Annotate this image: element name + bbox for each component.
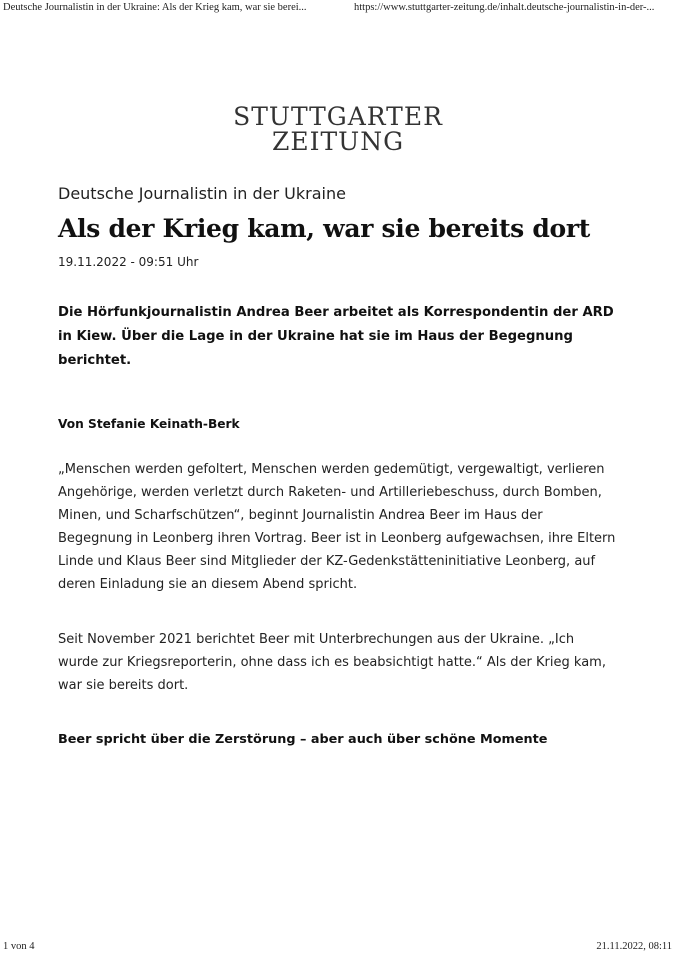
article-headline: Als der Krieg kam, war sie bereits dort (58, 214, 591, 243)
print-header (0, 2, 676, 18)
article-subheading: Beer spricht über die Zerstörung – aber auch über schöne Momente (58, 732, 548, 747)
print-header-title: Deutsche Journalistin in der Ukraine: Als der Krieg kam, war sie berei... (3, 2, 307, 13)
article (58, 183, 618, 750)
print-header-url: https://www.stuttgarter-zeitung.de/inhalt.deutsche-journalistin-in-der-... (354, 2, 655, 13)
article-date: 19.11.2022 - 09:51 Uhr (58, 255, 199, 269)
page-number: 1 von 4 (3, 941, 35, 952)
print-footer (0, 941, 676, 955)
print-timestamp: 21.11.2022, 08:11 (596, 941, 672, 952)
newspaper-logo (0, 104, 676, 154)
logo-line-2: ZEITUNG (271, 127, 405, 156)
article-paragraph-1: „Menschen werden gefoltert, Menschen werden gedemütigt, vergewaltigt, verlieren Angehörige, werden verletzt durch Raketen- und Artilleriebeschuss, durch Bomben, Minen, und Scharfschützen“, beginnt Journalistin Andrea Beer im Haus der Begegnung in Leonberg ihren Vortrag. Beer ist in Leonberg aufgewachsen, ihre Eltern Linde und Klaus Beer sind Mitglieder der KZ-Gedenkstätteninitiative Leonberg, auf deren Einladung sie an diesem Abend spricht. (58, 462, 616, 592)
logo-line-1: STUTTGARTER (233, 102, 443, 131)
article-kicker: Deutsche Journalistin in der Ukraine (58, 184, 346, 203)
article-teaser: Die Hörfunkjournalistin Andrea Beer arbeitet als Korrespondentin der ARD in Kiew. Über die Lage in der Ukraine hat sie im Haus der Begegnung berichtet. (58, 305, 614, 368)
article-author: Von Stefanie Keinath-Berk (58, 417, 240, 431)
article-paragraph-2: Seit November 2021 berichtet Beer mit Unterbrechungen aus der Ukraine. „Ich wurde zur Kriegsreporterin, ohne dass ich es beabsichtigt hatte.“ Als der Krieg kam, war sie bereits dort. (58, 632, 606, 693)
